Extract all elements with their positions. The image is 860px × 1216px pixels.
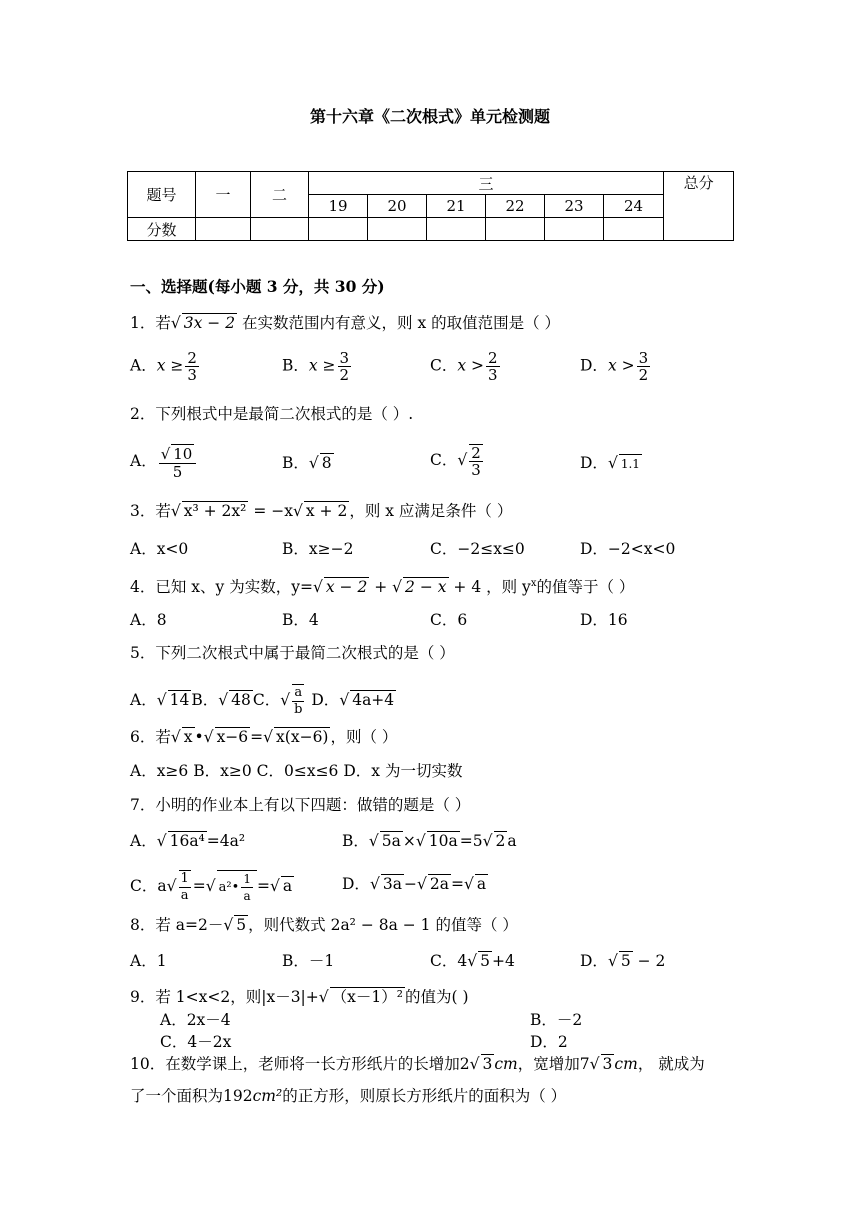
header-tihao: 题号 (128, 172, 196, 218)
score-cell (251, 218, 309, 241)
q3-option-b: B．x≥−2 (282, 540, 354, 558)
score-cell (309, 218, 368, 241)
q8-option-d: D．√ 5 − 2 (580, 952, 666, 970)
row-fenshu: 分数 (128, 218, 196, 241)
q1-option-a: A．x ≥ $\frac{2}{3}$ (130, 349, 197, 384)
q1-option-d: D．x > $\frac{3}{2}$ (580, 349, 649, 384)
q8-option-c: C．4√ 5 +4 (430, 952, 515, 970)
q9-option-d: D．2 (530, 1033, 568, 1051)
q7-option-c: C．a√ $\frac{1}{a}$ =√ a²• $\frac{1}{a}$ =√ a (130, 871, 293, 903)
q2-option-c: C．√ $\frac{2}{3}$ (430, 444, 481, 479)
question-4: 4．已知 x、y 为实数，y=√ x − 2 + √ 2 − x + 4 ，则 $y^x$的值等于（ ） (130, 578, 635, 597)
score-cell (427, 218, 486, 241)
q6-options: A．x≥6 B．x≥0 C．0≤x≤6 D．x 为一切实数 (130, 762, 463, 780)
header-q23: 23 (545, 195, 604, 218)
question-3: 3．若√ x³ + 2x² = −x√ x + 2 ，则 x 应满足条件（ ） (130, 502, 513, 520)
header-part2: 二 (251, 172, 309, 218)
score-cell (604, 218, 664, 241)
question-8: 8．若 a=2－√ 5 ，则代数式 2a² − 8a − 1 的值等（ ） (130, 916, 518, 934)
score-cell (196, 218, 251, 241)
header-q24: 24 (604, 195, 664, 218)
q4-option-d: D．16 (580, 611, 628, 629)
question-10-line-1: 10．在数学课上，老师将一长方形纸片的长增加2√ 3 cm，宽增加7√ 3 cm， 就成为 (130, 1055, 705, 1073)
header-part3: 三 (309, 172, 664, 195)
question-1: 1．若√ 3x − 2 在实数范围内有意义，则 x 的取值范围是（ ） (130, 314, 561, 332)
question-9: 9．若 1<x<2，则|x－3|+√ （x－1）² 的值为( ) (130, 988, 469, 1006)
q8-option-b: B．－1 (282, 952, 335, 970)
question-5: 5．下列二次根式中属于最简二次根式的是（ ） (130, 644, 455, 662)
header-q20: 20 (368, 195, 427, 218)
score-table (127, 171, 734, 241)
q4-option-b: B．4 (282, 611, 319, 629)
q8-option-a: A．1 (130, 952, 167, 970)
score-cell (545, 218, 604, 241)
q2-option-a: A． $\frac{√ 10}{5}$ (130, 444, 198, 480)
header-part1: 一 (196, 172, 251, 218)
section-heading: 一、选择题(每小题 3 分，共 30 分) (130, 277, 385, 296)
q3-option-d: D．−2<x<0 (580, 540, 676, 558)
q4-option-c: C．6 (430, 611, 468, 629)
page-title: 第十六章《二次根式》单元检测题 (309, 107, 550, 126)
q7-option-b: B．√ 5a ×√ 10a =5√ 2 a (342, 832, 517, 850)
q2-option-d: D．√ 1.1 (580, 454, 640, 472)
question-6: 6．若√ x •√ x−6 =√ x(x−6) ，则（ ） (130, 728, 398, 746)
q9-option-b: B．－2 (530, 1011, 583, 1029)
q4-option-a: A．8 (130, 611, 167, 629)
score-cell (368, 218, 427, 241)
header-q21: 21 (427, 195, 486, 218)
q7-option-d: D．√ 3a −√ 2a =√ a (342, 875, 487, 893)
q9-option-c: C．4－2x (160, 1033, 232, 1051)
question-2: 2．下列根式中是最简二次根式的是（ ）. (130, 405, 414, 423)
q7-option-a: A．√ 16a⁴ =4a² (130, 832, 246, 850)
score-cell (486, 218, 545, 241)
q9-option-a: A．2x－4 (160, 1011, 231, 1029)
q3-option-a: A．x<0 (130, 540, 189, 558)
header-total: 总分 (664, 172, 734, 241)
radicand: 3x − 2 (183, 314, 236, 332)
q1-option-b: B．x ≥ $\frac{3}{2}$ (282, 349, 350, 384)
question-7: 7．小明的作业本上有以下四题：做错的题是（ ） (130, 796, 471, 814)
q2-option-b: B．√ 8 (282, 454, 332, 472)
header-q19: 19 (309, 195, 368, 218)
q1-option-c: C．x > $\frac{2}{3}$ (430, 349, 498, 384)
header-q22: 22 (486, 195, 545, 218)
q3-option-c: C．−2≤x≤0 (430, 540, 525, 558)
q5-options: A．√ 14 B．√ 48 C．√ $\frac{a}{b}$ D．√ 4a+4 (130, 685, 395, 717)
question-10-line-2: 了一个面积为192cm²的正方形，则原长方形纸片的面积为（ ） (130, 1087, 567, 1105)
